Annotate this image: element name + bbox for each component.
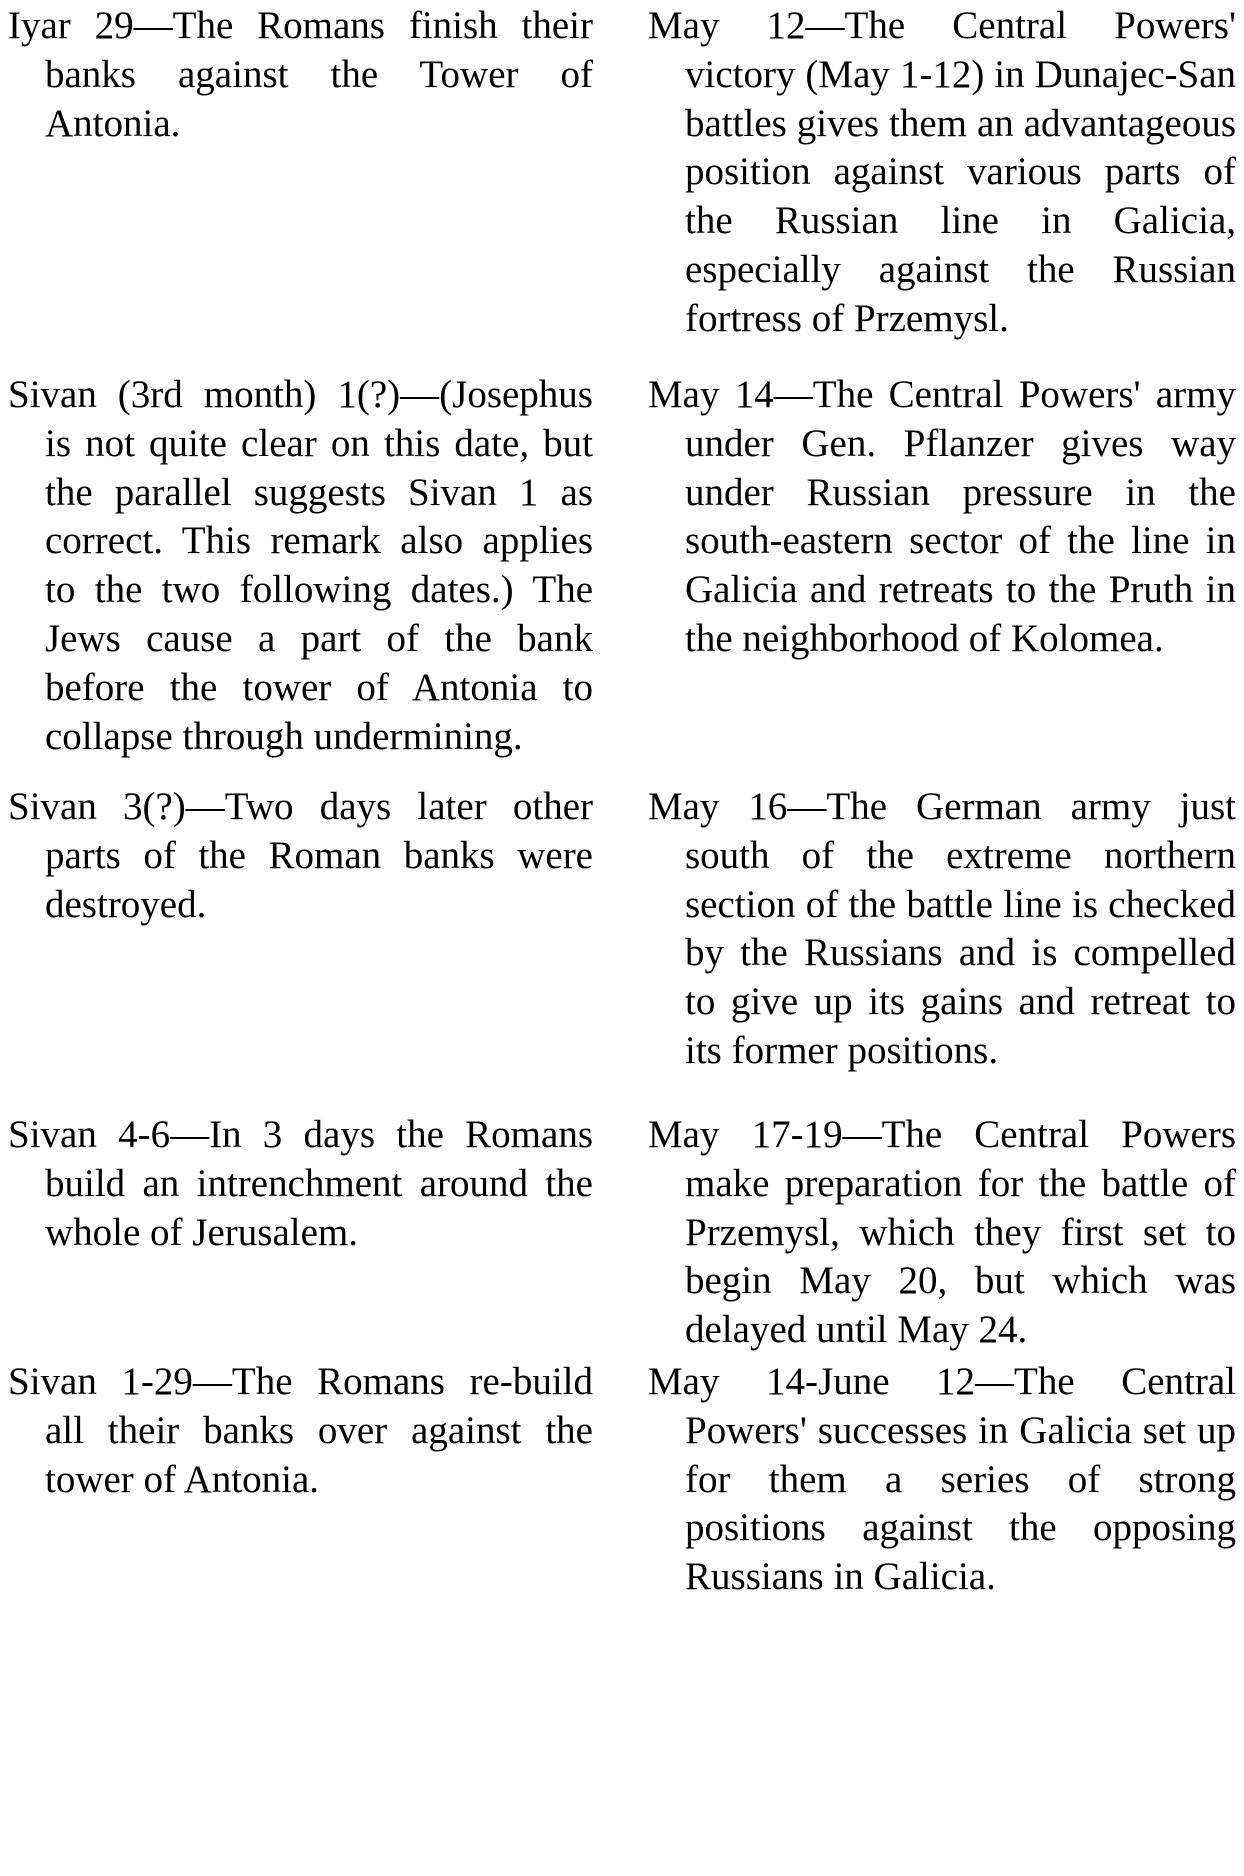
right-entry-may-16: May 16—The German army just south of the extreme northern section of the battle line is checked by the Russians and is compelled to give up its gains and retreat to its former positions.: [648, 785, 1236, 1072]
left-entry-sivan-4-6: Sivan 4-6—In 3 days the Romans build an intrenchment around the whole of Jerusalem.: [8, 1113, 593, 1254]
left-entry-iyar-29: Iyar 29—The Romans finish their banks against the Tower of Antonia.: [8, 4, 593, 145]
left-entry-sivan-3: Sivan 3(?)—Two days later other parts of the Roman banks were destroyed.: [8, 785, 593, 926]
left-entry-sivan-1: Sivan (3rd month) 1(?)—(Josephus is not quite clear on this date, but the parallel suggests Sivan 1 as correct. This remark also applies to the two following dates.) The Jews cause a part of the bank before the tower of Antonia to collapse through undermining.: [8, 373, 593, 758]
right-entry-may-17-19: May 17-19—The Central Powers make preparation for the battle of Przemysl, which they first set to begin May 20, but which was delayed until May 24.: [648, 1113, 1236, 1352]
right-entry-may-14-june-12: May 14-June 12—The Central Powers' successes in Galicia set up for them a series of strong positions against the opposing Russians in Galicia.: [648, 1360, 1236, 1599]
left-entry-sivan-1-29: Sivan 1-29—The Romans re-build all their banks over against the tower of Antonia.: [8, 1360, 593, 1501]
right-entry-may-14: May 14—The Central Powers' army under Gen. Pflanzer gives way under Russian pressure in the south-eastern sector of the line in Galicia and retreats to the Pruth in the neighborhood of Kolomea.: [648, 373, 1236, 660]
right-entry-may-12: May 12—The Central Powers' victory (May 1-12) in Dunajec-San battles gives them an advantageous position against various parts of the Russian line in Galicia, especially against the Russian fortress of Przemysl.: [648, 4, 1236, 340]
